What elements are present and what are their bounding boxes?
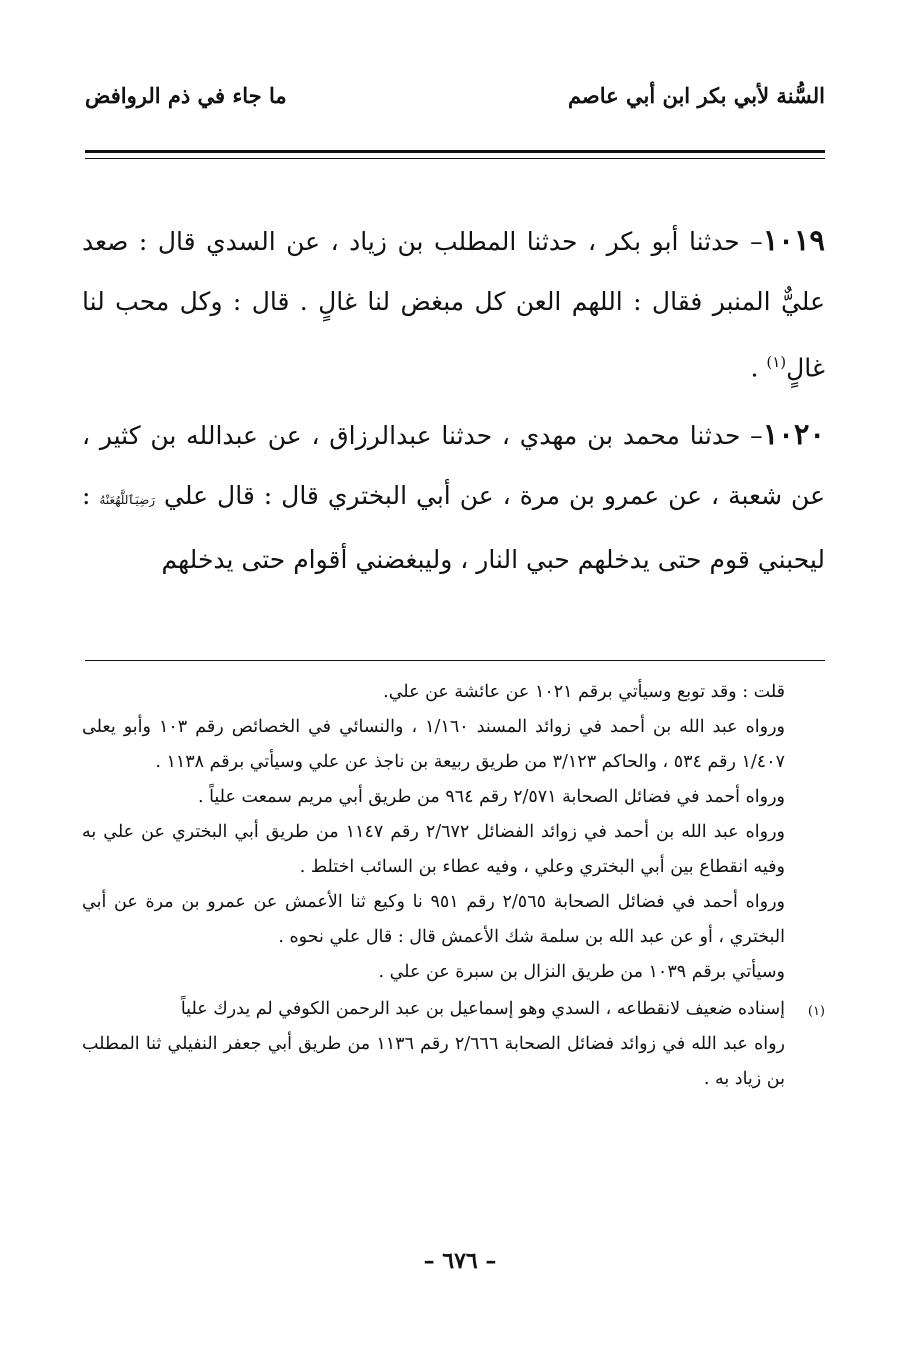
hadith-number: ١٠١٩ (762, 223, 825, 257)
note-line: ورواه عبد الله بن أحمد في زوائد الفضائل ٢/٦٧٢ رقم ١١٤٧ من طريق أبي البختري عن علي به وفيه انقطاع بين أبي البختري وعلي ، وفيه عطاء بن السائب اختلط . (82, 822, 785, 877)
hadith-text-end: . (750, 353, 767, 383)
hadith-1020 (82, 404, 825, 590)
footnote-line: إسناده ضعيف لانقطاعه ، السدي وهو إسماعيل بن عبد الرحمن الكوفي لم يدرك علياً (180, 999, 785, 1019)
note-line: وسيأتي برقم ١٠٣٩ من طريق النزال بن سبرة عن علي . (378, 962, 785, 982)
hadith-number: ١٠٢٠ (762, 417, 825, 452)
note-line: ورواه أحمد في فضائل الصحابة ٢/٥٧١ رقم ٩٦٤ من طريق أبي مريم سمعت علياً . (197, 787, 785, 807)
header-thin-rule (85, 158, 825, 159)
chapter-title: ما جاء في ذم الروافض (85, 82, 287, 108)
footnotes-section (82, 675, 825, 1097)
note-line: ورواه عبد الله بن أحمد في زوائد المسند ١/١٦٠ ، والنسائي في الخصائص رقم ١٠٣ وأبو يعلى ١/٤٠٧ رقم ٥٣٤ ، والحاكم ٣/١٢٣ من طريق ربيعة بن ناجذ عن علي وسيأتي برقم ١١٣٨ . (82, 717, 785, 772)
note-line: ورواه أحمد في فضائل الصحابة ٢/٥٦٥ رقم ٩٥١ نا وكيع ثنا الأعمش عن عمرو بن مرة عن أبي البختري ، أو عن عبد الله بن سلمة شك الأعمش قال : قال علي نحوه . (82, 892, 785, 947)
hadith-1019 (82, 210, 825, 398)
hadith-text-block (82, 210, 825, 596)
footnote-separator (85, 660, 825, 661)
footnote-1 (82, 992, 825, 1097)
footnote-body (82, 992, 785, 1097)
footnote-mark: (١) (807, 1004, 825, 1019)
page-number: – ٦٧٦ – (423, 1248, 497, 1274)
hadith-text: – حدثنا أبو بكر ، حدثنا المطلب بن زياد ، عن السدي قال : صعد عليٌّ المنبر فقال : اللهم العن كل مبغض لنا غالٍ . قال : وكل محب لنا غالٍ (82, 227, 825, 383)
running-header (85, 70, 825, 120)
header-thick-rule (85, 150, 825, 153)
footnote-reference: (١) (766, 353, 787, 371)
footnote-line: رواه عبد الله في زوائد فضائل الصحابة ٢/٦٦٦ رقم ١١٣٦ من طريق أبي جعفر النفيلي ثنا المطلب بن زياد به . (82, 1034, 786, 1089)
note-line: قلت : وقد توبع وسيأتي برقم ١٠٢١ عن عائشة عن علي. (383, 682, 785, 702)
hadith-text-continued: : ليحبني قوم حتى يدخلهم حبي النار ، وليبغضني أقوام حتى يدخلهم (82, 481, 825, 575)
honorific-phrase: رَضِيَٱللَّهُعَنْهُ (99, 493, 156, 508)
book-title: السُّنة لأبي بكر ابن أبي عاصم (567, 82, 825, 108)
hadith-text: – حدثنا محمد بن مهدي ، حدثنا عبدالرزاق ، عن عبدالله بن كثير ، عن شعبة ، عن عمرو بن مرة ، عن أبي البختري قال : قال علي (82, 421, 825, 511)
